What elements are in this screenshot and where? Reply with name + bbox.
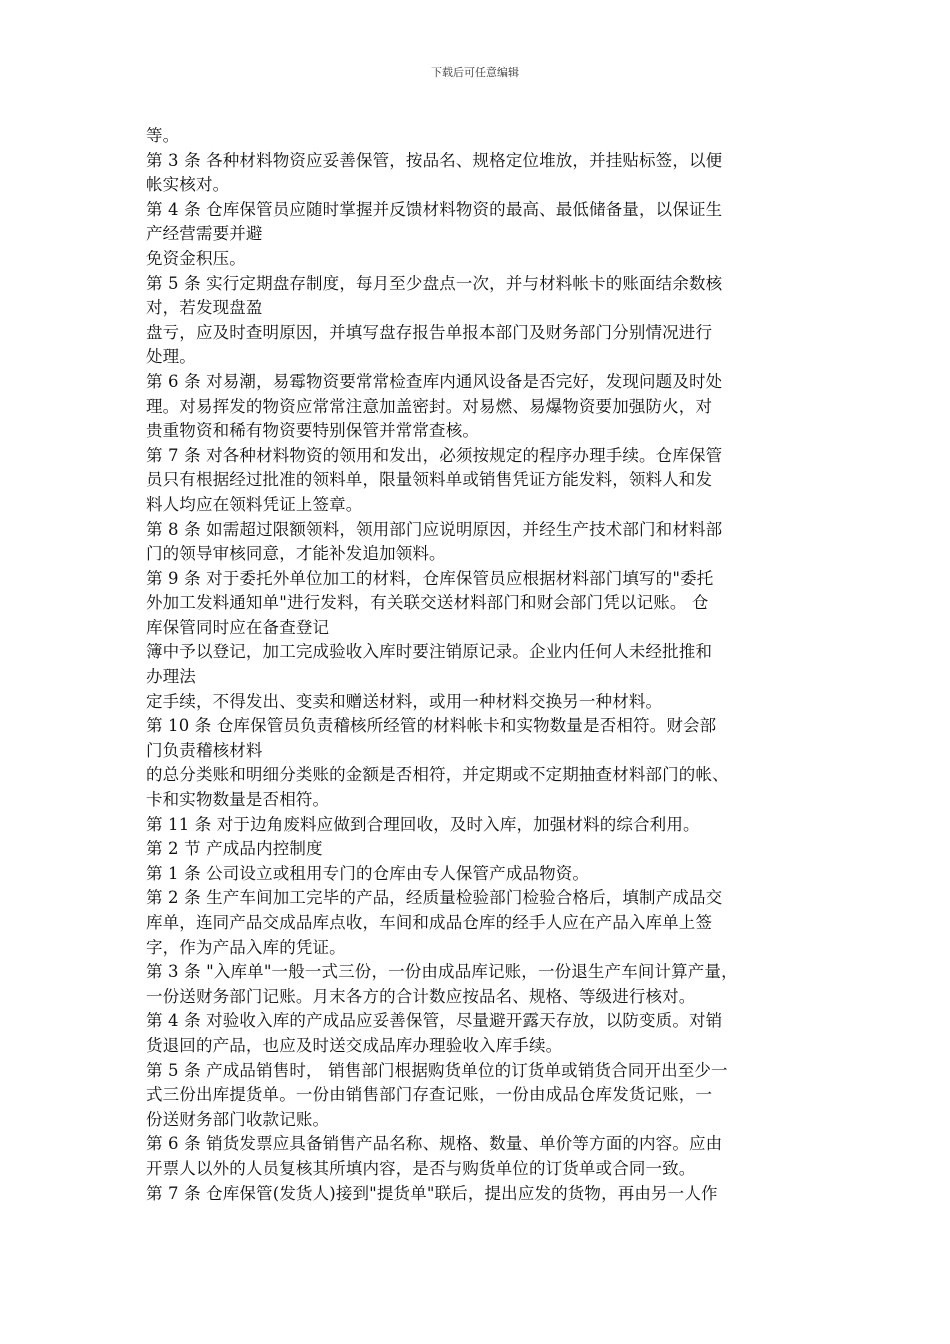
text-line: 贵重物资和稀有物资要特别保管并常常查核。 [146,421,479,441]
text-line: 免资金积压。 [146,248,246,268]
text-line: 门的领导审核同意，才能补发追加领料。 [146,544,446,564]
text-line: 的总分类账和明细分类账的金额是否相符，并定期或不定期抽查材料部门的帐、 [146,765,729,785]
text-line: 第 2 条 生产车间加工完毕的产品，经质量检验部门检验合格后，填制产成品交 [146,888,723,908]
text-line: 第 7 条 仓库保管(发货人)接到"提货单"联后，提出应发的货物，再由另一人作 [146,1183,718,1203]
text-line: 门负责稽核材料 [146,740,263,760]
document-body [146,124,826,1206]
text-line: 员只有根据经过批准的领料单，限量领料单或销售凭证方能发料，领料人和发 [146,470,713,490]
text-line: 库保管同时应在备查登记 [146,617,330,637]
text-line: 第 2 节 产成品内控制度 [146,839,323,859]
text-line: 处理。 [146,347,196,367]
text-line: 第 5 条 产成品销售时， 销售部门根据购货单位的订货单或销货合同开出至少一 [146,1060,728,1080]
text-line: 盘亏，应及时查明原因，并填写盘存报告单报本部门及财务部门分别情况进行 [146,322,713,342]
text-line: 办理法 [146,667,196,687]
text-line: 第 11 条 对于边角废料应做到合理回收，及时入库，加强材料的综合利用。 [146,814,700,834]
text-line: 定手续，不得发出、变卖和赠送材料，或用一种材料交换另一种材料。 [146,691,663,711]
page-header: 下载后可任意编辑 [431,66,519,79]
text-line: 第 10 条 仓库保管员负责稽核所经管的材料帐卡和实物数量是否相符。财会部 [146,716,717,736]
text-line: 第 9 条 对于委托外单位加工的材料，仓库保管员应根据材料部门填写的"委托 [146,568,714,588]
text-line: 第 7 条 对各种材料物资的领用和发出，必须按规定的程序办理手续。仓库保管 [146,445,723,465]
text-line: 第 4 条 仓库保管员应随时掌握并反馈材料物资的最高、最低储备量，以保证生 [146,199,723,219]
text-line: 等。 [146,126,180,145]
text-line: 一份送财务部门记账。月末各方的合计数应按品名、规格、等级进行核对。 [146,986,696,1006]
text-line: 字，作为产品入库的凭证。 [146,937,346,957]
text-line: 第 4 条 对验收入库的产成品应妥善保管，尽量避开露天存放，以防变质。对销 [146,1011,723,1031]
text-line: 产经营需要并避 [146,224,263,244]
text-line: 货退回的产品，也应及时送交成品库办理验收入库手续。 [146,1035,563,1055]
text-line: 外加工发料通知单"进行发料，有关联交送材料部门和财会部门凭以记账。 仓 [146,593,709,613]
text-line: 份送财务部门收款记账。 [146,1109,330,1129]
text-line: 第 6 条 对易潮，易霉物资要常常检查库内通风设备是否完好，发现问题及时处 [146,371,723,391]
text-line: 卡和实物数量是否相符。 [146,790,330,810]
text-line: 第 3 条 各种材料物资应妥善保管，按品名、规格定位堆放，并挂贴标签，以便 [146,150,723,170]
text-line: 式三份出库提货单。一份由销售部门存查记账，一份由成品仓库发货记账，一 [146,1085,713,1105]
text-line: 开票人以外的人员复核其所填内容，是否与购货单位的订货单或合同一致。 [146,1158,696,1178]
text-line: 库单，连同产品交成品库点收，车间和成品仓库的经手人应在产品入库单上签 [146,913,713,932]
text-line: 第 3 条 "入库单"一般一式三份，一份由成品库记账，一份退生产车间计算产量， [146,962,738,982]
text-line: 第 1 条 公司设立或租用专门的仓库由专人保管产成品物资。 [146,863,590,883]
text-line: 对，若发现盘盈 [146,298,263,318]
text-line: 第 6 条 销货发票应具备销售产品名称、规格、数量、单价等方面的内容。应由 [146,1134,723,1154]
text-line: 理。对易挥发的物资应常常注意加盖密封。对易燃、易爆物资要加强防火，对 [146,396,713,416]
text-line: 簿中予以登记，加工完成验收入库时要注销原记录。企业内任何人未经批推和 [146,642,713,662]
text-line: 第 5 条 实行定期盘存制度，每月至少盘点一次，并与材料帐卡的账面结余数核 [146,273,723,293]
text-line: 第 8 条 如需超过限额领料，领用部门应说明原因，并经生产技术部门和材料部 [146,519,723,539]
text-line: 料人均应在领料凭证上签章。 [146,494,363,514]
text-line: 帐实核对。 [146,175,230,195]
